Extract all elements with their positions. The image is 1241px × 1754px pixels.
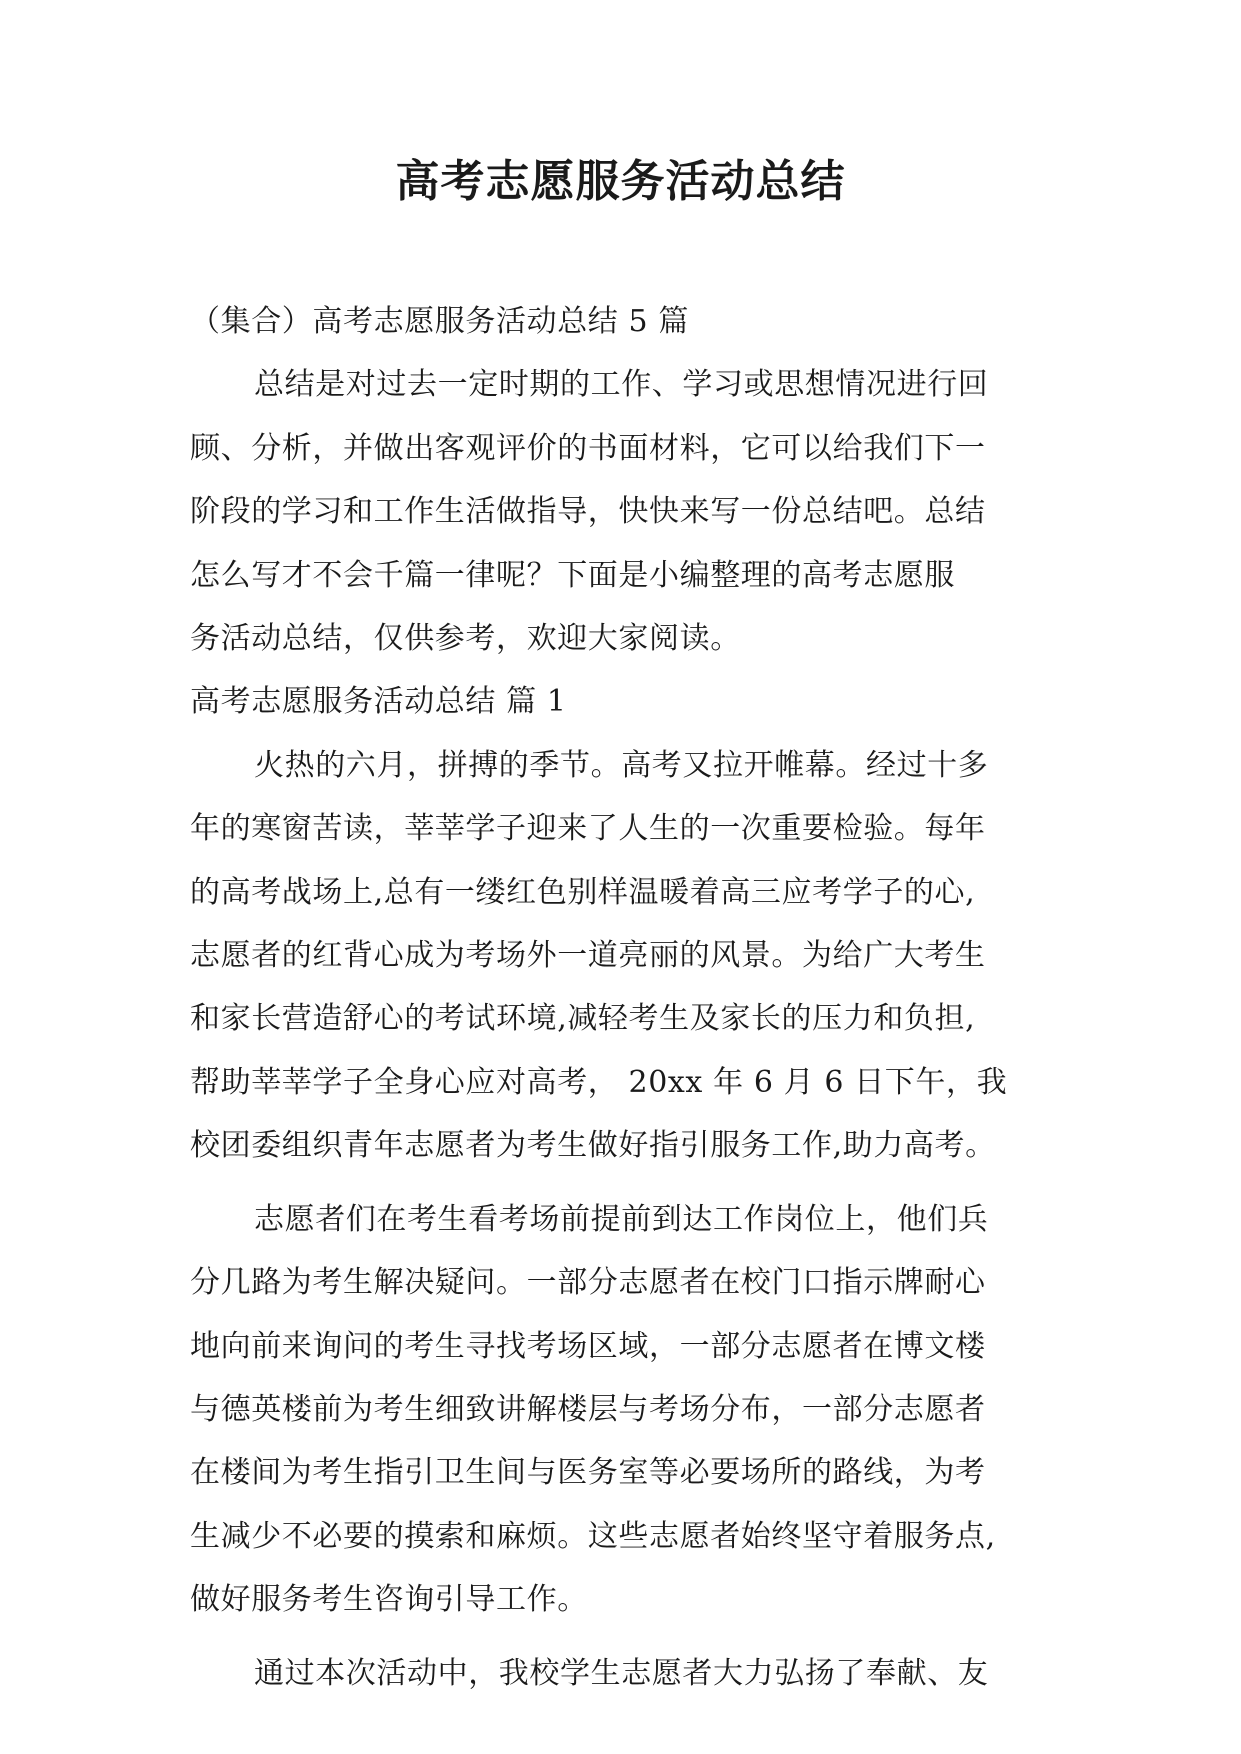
paragraph-line: 志愿者的红背心成为考场外一道亮丽的风景。为给广大考生 xyxy=(190,938,986,974)
paragraph-line: 在楼间为考生指引卫生间与医务室等必要场所的路线，为考 xyxy=(190,1455,986,1491)
document-body xyxy=(190,290,1052,1705)
paragraph-line: 火热的六月，拼搏的季节。高考又拉开帷幕。经过十多 xyxy=(254,747,989,783)
paragraph-line: 志愿者们在考生看考场前提前到达工作岗位上，他们兵 xyxy=(254,1201,989,1237)
paragraph-line: 怎么写才不会千篇一律呢？下面是小编整理的高考志愿服 xyxy=(190,557,955,593)
section-heading: 高考志愿服务活动总结 篇 1 xyxy=(190,684,567,720)
paragraph-line: 顾、分析，并做出客观评价的书面材料，它可以给我们下一 xyxy=(190,430,986,466)
paragraph-line: 做好服务考生咨询引导工作。 xyxy=(190,1582,588,1618)
paragraph-line: 与德英楼前为考生细致讲解楼层与考场分布，一部分志愿者 xyxy=(190,1391,986,1427)
paragraph-line: 和家长营造舒心的考试环境,减轻考生及家长的压力和负担, xyxy=(190,1001,976,1037)
paragraph-line: 分几路为考生解决疑问。一部分志愿者在校门口指示牌耐心 xyxy=(190,1265,986,1301)
paragraph-line: 务活动总结，仅供参考，欢迎大家阅读。 xyxy=(190,621,741,657)
paragraph-line: 阶段的学习和工作生活做指导，快快来写一份总结吧。总结 xyxy=(190,494,986,530)
paragraph-line: 通过本次活动中，我校学生志愿者大力弘扬了奉献、友 xyxy=(254,1655,989,1691)
collection-heading: （集合）高考志愿服务活动总结 5 篇 xyxy=(190,304,689,339)
paragraph-line: 的高考战场上,总有一缕红色别样温暖着高三应考学子的心, xyxy=(190,874,976,910)
paragraph-line: 生减少不必要的摸索和麻烦。这些志愿者始终坚守着服务点, xyxy=(190,1518,996,1554)
paragraph-line: 总结是对过去一定时期的工作、学习或思想情况进行回 xyxy=(254,367,989,403)
paragraph-line: 帮助莘莘学子全身心应对高考， 20xx 年 6 月 6 日下午，我 xyxy=(190,1064,1008,1100)
paragraph-line: 地向前来询问的考生寻找考场区域，一部分志愿者在博文楼 xyxy=(190,1328,986,1364)
document-title: 高考志愿服务活动总结 xyxy=(395,156,846,207)
paragraph-line: 年的寒窗苦读，莘莘学子迎来了人生的一次重要检验。每年 xyxy=(190,811,986,847)
paragraph-line: 校团委组织青年志愿者为考生做好指引服务工作,助力高考。 xyxy=(190,1128,996,1164)
